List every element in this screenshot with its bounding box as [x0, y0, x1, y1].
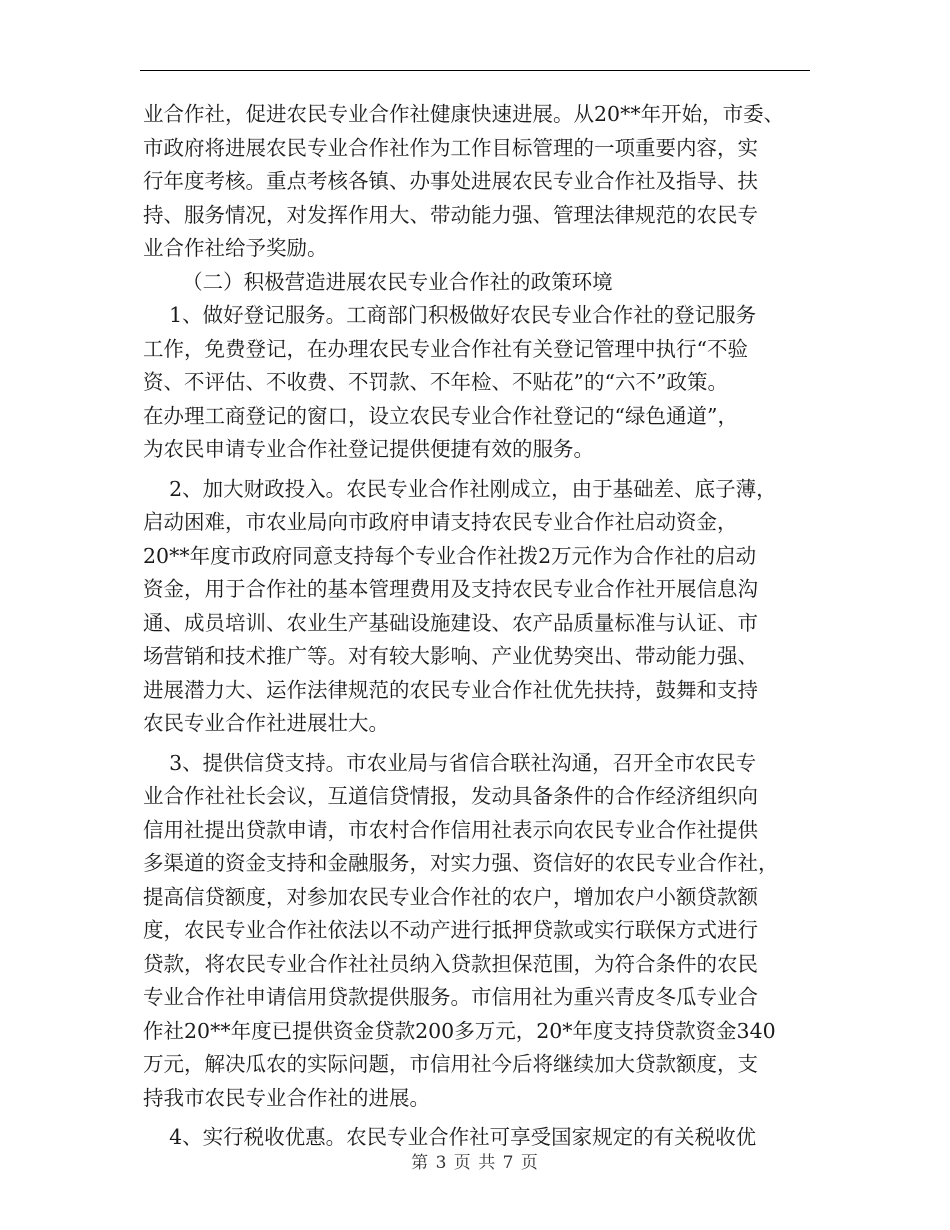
- text-line: 业合作社社长会议，互道信贷情报，发动具备条件的合作经济组织向: [143, 784, 758, 808]
- text-line: 持我市农民专业合作社的进展。: [143, 1085, 430, 1110]
- text-line: 3、提供信贷支持。市农业局与省信合联社沟通，召开全市农民专: [143, 750, 757, 775]
- text-line: 作社20**年度已提供资金贷款200多万元，20*年度支持贷款资金340: [143, 1018, 776, 1043]
- text-line: 专业合作社申请信用贷款提供服务。市信用社为重兴青皮冬瓜专业合: [143, 985, 758, 1009]
- text-line: 资、不评估、不收费、不罚款、不年检、不贴花”的“六不”政策。: [143, 370, 728, 394]
- text-line: 度，农民专业合作社依法以不动产进行抵押贷款或实行联保方式进行: [143, 918, 758, 942]
- text-line: 20**年度市政府同意支持每个专业合作社拨2万元作为合作社的启动: [143, 543, 757, 568]
- text-line: 在办理工商登记的窗口，设立农民专业合作社登记的“绿色通道”，: [143, 403, 738, 428]
- text-line: 贷款，将农民专业合作社社员纳入贷款担保范围，为符合条件的农民: [143, 951, 758, 976]
- text-line: 万元，解决瓜农的实际问题，市信用社今后将继续加大贷款额度，支: [143, 1052, 758, 1076]
- text-line: 为农民申请专业合作社登记提供便捷有效的服务。: [143, 437, 594, 461]
- page-number-footer: 第 3 页 共 7 页: [411, 1153, 539, 1173]
- text-line: 场营销和技术推广等。对有较大影响、产业优势突出、带动能力强、: [143, 644, 758, 668]
- text-line: 多渠道的资金支持和金融服务，对实力强、资信好的农民专业合作社，: [143, 851, 779, 875]
- section-heading: （二）积极营造进展农民专业合作社的政策环境: [143, 269, 613, 294]
- text-line: 业合作社给予奖励。: [143, 236, 328, 260]
- text-line: 2、加大财政投入。农民专业合作社刚成立，由于基础差、底子薄，: [143, 476, 777, 501]
- text-line: 1、做好登记服务。工商部门积极做好农民专业合作社的登记服务: [143, 303, 757, 327]
- text-line: 进展潜力大、运作法律规范的农民专业合作社优先扶持，鼓舞和支持: [143, 677, 758, 702]
- text-line: 通、成员培训、农业生产基础设施建设、农产品质量标准与认证、市: [143, 610, 758, 635]
- text-line: 持、服务情况，对发挥作用大、带动能力强、管理法律规范的农民专: [143, 202, 758, 227]
- text-line: 农民专业合作社进展壮大。: [143, 711, 389, 735]
- text-line: 行年度考核。重点考核各镇、办事处进展农民专业合作社及指导、扶: [143, 169, 758, 193]
- text-line: 信用社提出贷款申请，市农村合作信用社表示向农民专业合作社提供: [143, 817, 758, 842]
- text-line: 提高信贷额度，对参加农民专业合作社的农户，增加农户小额贷款额: [143, 884, 758, 909]
- header-rule: [140, 70, 810, 71]
- body-text: [143, 98, 823, 1155]
- text-line: 业合作社，促进农民专业合作社健康快速进展。从20**年开始，市委、: [143, 102, 785, 126]
- text-line: 4、实行税收优惠。农民专业合作社可享受国家规定的有关税收优: [143, 1125, 757, 1149]
- text-line: 市政府将进展农民专业合作社作为工作目标管理的一项重要内容，实: [143, 135, 758, 160]
- text-line: 资金，用于合作社的基本管理费用及支持农民专业合作社开展信息沟: [143, 577, 758, 601]
- text-line: 工作，免费登记，在办理农民专业合作社有关登记管理中执行“不验: [143, 336, 748, 361]
- text-line: 启动困难，市农业局向市政府申请支持农民专业合作社启动资金，: [143, 510, 738, 534]
